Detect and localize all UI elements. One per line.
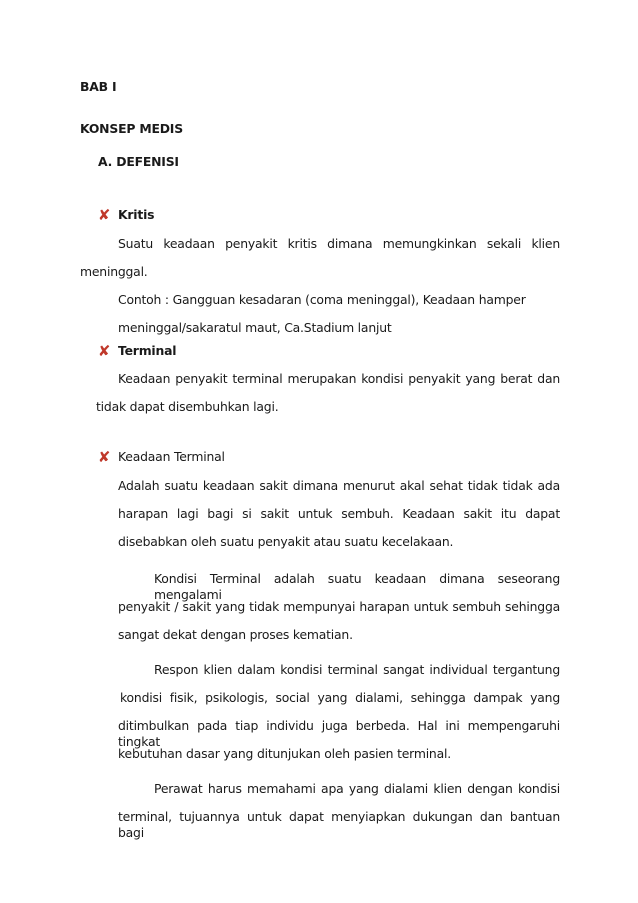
paragraph-1-line: harapan lagi bagi si sakit untuk sembuh. Keadaan sakit itu dapat bbox=[118, 506, 560, 521]
terminal-heading: Terminal bbox=[118, 343, 177, 358]
x-bullet-icon: ✘ bbox=[97, 206, 111, 224]
paragraph-2-line: Kondisi Terminal adalah suatu keadaan dimana seseorang mengalami bbox=[154, 571, 560, 602]
paragraph-3-line: kondisi fisik, psikologis, social yang dialami, sehingga dampak yang bbox=[120, 690, 560, 705]
kritis-line-1: Suatu keadaan penyakit kritis dimana memungkinkan sekali klien bbox=[118, 236, 560, 251]
x-bullet-icon: ✘ bbox=[97, 448, 111, 466]
paragraph-3-line: Respon klien dalam kondisi terminal sangat individual tergantung bbox=[154, 662, 560, 677]
kritis-heading: Kritis bbox=[118, 207, 155, 222]
chapter-heading: BAB I bbox=[80, 79, 117, 94]
paragraph-2-line: sangat dekat dengan proses kematian. bbox=[118, 627, 353, 642]
keadaan-terminal-heading: Keadaan Terminal bbox=[118, 449, 225, 464]
paragraph-4-line: Perawat harus memahami apa yang dialami klien dengan kondisi bbox=[154, 781, 560, 796]
paragraph-1-line: Adalah suatu keadaan sakit dimana menurut akal sehat tidak tidak ada bbox=[118, 478, 560, 493]
x-bullet-icon: ✘ bbox=[97, 342, 111, 360]
kritis-contoh-line-2: meninggal/sakaratul maut, Ca.Stadium lanjut bbox=[118, 320, 392, 335]
kritis-contoh-line-1: Contoh : Gangguan kesadaran (coma meninggal), Keadaan hamper bbox=[118, 292, 526, 307]
terminal-line-1: Keadaan penyakit terminal merupakan kondisi penyakit yang berat dan bbox=[118, 371, 560, 386]
paragraph-3-line: ditimbulkan pada tiap individu juga berbeda. Hal ini mempengaruhi tingkat bbox=[118, 718, 560, 749]
kritis-line-2: meninggal. bbox=[80, 264, 148, 279]
paragraph-3-line: kebutuhan dasar yang ditunjukan oleh pasien terminal. bbox=[118, 746, 451, 761]
document-title: KONSEP MEDIS bbox=[80, 121, 183, 136]
paragraph-4-line: terminal, tujuannya untuk dapat menyiapkan dukungan dan bantuan bagi bbox=[118, 809, 560, 840]
section-heading: A. DEFENISI bbox=[98, 154, 179, 169]
terminal-line-2: tidak dapat disembuhkan lagi. bbox=[96, 399, 279, 414]
paragraph-1-line: disebabkan oleh suatu penyakit atau suatu kecelakaan. bbox=[118, 534, 454, 549]
paragraph-2-line: penyakit / sakit yang tidak mempunyai harapan untuk sembuh sehingga bbox=[118, 599, 560, 614]
